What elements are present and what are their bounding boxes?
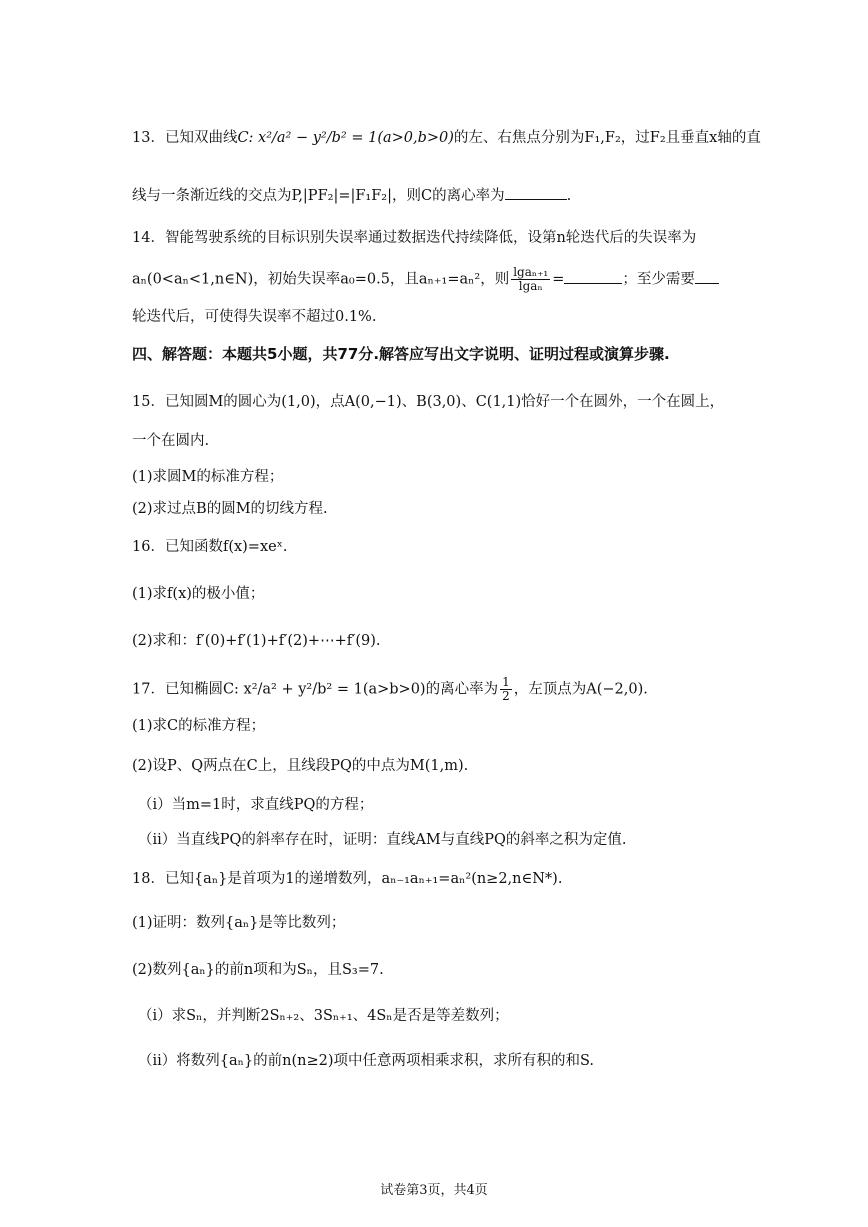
- q18-part-2-ii: （ii）将数列{aₙ}的前n(n≥2)项中任意两项相乘求积，求所有积的和S.: [138, 1053, 595, 1069]
- q17-prefix: 17．已知椭圆C: x²/a² + y²/b² = 1(a>b>0)的离心率为: [132, 681, 499, 698]
- q14-fraction: [511, 266, 550, 293]
- q17-part-2: (2)设P、Q两点在C上，且线段PQ的中点为M(1,m).: [132, 758, 469, 774]
- q18-part-2-i: （i）求Sₙ，并判断2Sₙ₊₂、3Sₙ₊₁、4Sₙ是否是等差数列；: [138, 1008, 509, 1024]
- q17-fraction: [500, 676, 512, 703]
- q17-suffix: ，左顶点为A(−2,0).: [513, 681, 648, 698]
- q13-line2-text: 线与一条渐近线的交点为P,|PF₂|=|F₁F₂|，则C的离心率为: [132, 188, 505, 204]
- q14-frac-numerator: lgaₙ₊₁: [513, 265, 549, 279]
- section-4-heading: 四、解答题：本题共5小题，共77分.解答应写出文字说明、证明过程或演算步骤.: [132, 345, 670, 363]
- q13-line-1: [132, 128, 761, 148]
- q13-equation: C: x²/a² − y²/b² = 1(a>0,b>0): [237, 130, 454, 146]
- q17-part-2-ii: （ii）当直线PQ的斜率存在时，证明：直线AM与直线PQ的斜率之积为定值.: [138, 832, 627, 848]
- q15-line-2: 一个在圆内.: [132, 433, 210, 449]
- q14-line-1: 14．智能驾驶系统的目标识别失误率通过数据迭代持续降低，设第n轮迭代后的失误率为: [132, 230, 697, 246]
- q13-line-2: [132, 185, 758, 206]
- q14-answer-blank-2[interactable]: [695, 269, 719, 284]
- q17-frac-denominator: 2: [502, 689, 510, 703]
- q16-part-2: (2)求和：f′(0)+f′(1)+f′(2)+⋯+f′(9).: [132, 633, 381, 649]
- q17-part-1: (1)求C的标准方程；: [132, 718, 266, 734]
- q14-line-2: [132, 266, 758, 293]
- q15-part-2: (2)求过点B的圆M的切线方程.: [132, 501, 328, 517]
- q14-line2-post: ；至少需要: [622, 271, 695, 288]
- q17-frac-numerator: 1: [502, 675, 510, 689]
- q14-line2-text: aₙ(0<aₙ<1,n∈N)，初始失误率a₀=0.5，且aₙ₊₁=aₙ²，则: [132, 271, 510, 288]
- q16-part-1: (1)求f(x)的极小值；: [132, 586, 265, 602]
- q15-line-1: 15．已知圆M的圆心为(1,0)，点A(0,−1)、B(3,0)、C(1,1)恰好一个在圆外，一个在圆上，: [132, 394, 725, 410]
- q13-suffix: 的左、右焦点分别为F₁,F₂，过F₂且垂直x轴的直: [453, 130, 761, 146]
- q17-stem: [132, 676, 758, 703]
- q17-part-2-i: （i）当m=1时，求直线PQ的方程；: [138, 797, 374, 813]
- q18-part-2: (2)数列{aₙ}的前n项和为Sₙ，且S₃=7.: [132, 962, 384, 978]
- q13-answer-blank[interactable]: [505, 185, 567, 200]
- q16-stem: 16．已知函数f(x)=xeˣ.: [132, 539, 288, 555]
- page-footer: 试卷第3页，共4页: [380, 1183, 488, 1198]
- q14-equals: =: [552, 271, 565, 288]
- q18-stem: 18．已知{aₙ}是首项为1的递增数列，aₙ₋₁aₙ₊₁=aₙ²(n≥2,n∈N*).: [132, 871, 563, 887]
- q14-frac-denominator: lgaₙ: [518, 279, 543, 293]
- q15-part-1: (1)求圆M的标准方程；: [132, 469, 284, 485]
- q18-part-1: (1)证明：数列{aₙ}是等比数列；: [132, 915, 346, 931]
- q13-prefix: 13．已知双曲线: [132, 130, 238, 146]
- q13-line2-end: .: [566, 188, 572, 204]
- q14-line-3: 轮迭代后，可使得失误率不超过0.1%.: [132, 309, 377, 325]
- q14-answer-blank-1[interactable]: [564, 269, 622, 284]
